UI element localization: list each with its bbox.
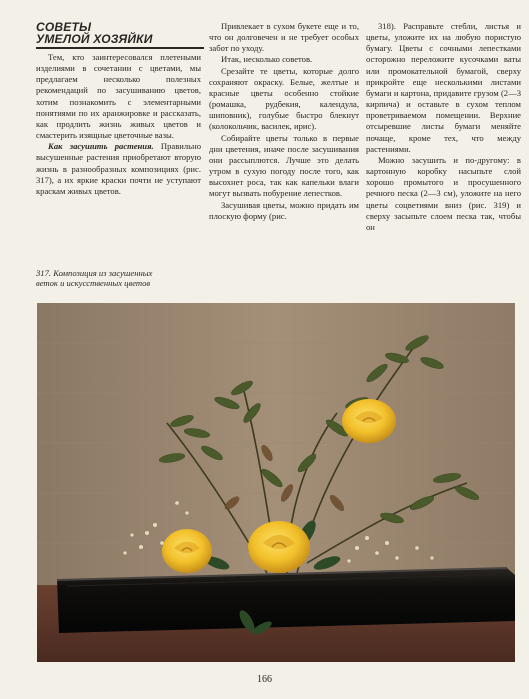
paragraph: Привлекает в сухом букете еще и то, что он долговечен и не требует особых забот по уходу.	[209, 21, 359, 54]
paragraph: Собирайте цветы только в первые дни цветения, иначе после засушивания они рассыплются. Лучше это делать утром в сухую погоду после того, как высохнет роса, так как капельки влаги могут вызвать побурение лепестков.	[209, 132, 359, 199]
rose-top-right	[342, 399, 396, 443]
page-number: 166	[257, 674, 272, 685]
paragraph-how-to-dry	[36, 141, 201, 197]
paragraph: Итак, несколько советов.	[221, 54, 313, 65]
section-heading-line2: УМЕЛОЙ ХОЗЯЙКИ	[36, 32, 153, 46]
figure-caption-line1: 317. Композиция из засушенных	[36, 268, 153, 278]
figure-caption-line2: веток и искусственных цветов	[36, 278, 151, 288]
run-in-heading: Как засушить растения.	[48, 141, 154, 152]
rose-left	[162, 529, 212, 573]
text-column-3	[366, 21, 521, 233]
paragraph: Срезайте те цветы, которые долго сохраняют окраску. Белые, желтые и красные цветы особенно стойкие (ромашка, рудбекия, календула, шиповник), голубые быстро блекнут (колокольчик, василек, ирис).	[209, 65, 359, 132]
paragraph: Тем, кто заинтересовался плетеными изделиями в сочетании с цветами, мы предлагаем несколько полезных рекомендаций по засушиванию цветов, хотим познакомить с элементарными понятиями по их аранжировке и рассказать, как продлить жизнь живых цветов и смастерить изящные цветочные вазы.	[36, 52, 201, 141]
flower-arrangement-photo	[37, 303, 515, 662]
paragraph: Засушивая цветы, можно придать им плоскую форму (рис.	[209, 199, 359, 221]
paragraph-body: Правильно высушенные растения приобретают вторую жизнь в разнообразных композициях (рис. 317), а их яркие краски почти не уступают краскам живых цветов.	[36, 141, 201, 196]
flower-arrangement-image	[37, 303, 515, 662]
rose-center	[248, 521, 310, 573]
text-column-2	[209, 21, 359, 222]
section-heading	[36, 21, 206, 45]
text-column-1	[36, 52, 201, 197]
paragraph: Можно засушить и по-другому: в картонную коробку насыпьте слой хорошо промытого и просушенного речного песка (2—3 см), уложите на него цветы соцветиями вниз (рис. 319) и сверху засыпьте слоем песка так, чтобы он	[366, 154, 521, 232]
paragraph: 318). Расправьте стебли, листья и цветы, уложите их на любую пористую бумагу. Цветы с сочными лепестками осторожно переложите кусочками ваты или промокательной бумагой, сверху прикройте еще несколькими листами бумаги и картона, придавите грузом (2—3 кирпича) и оставьте в сухом теплом проветриваемом помещении. Верхние отсыревшие листы бумаги меняйте почаще, кроме тех, что между растениями.	[366, 21, 521, 154]
figure-caption	[36, 268, 236, 288]
section-heading-line1: СОВЕТЫ	[36, 20, 92, 34]
heading-underline	[36, 47, 204, 49]
